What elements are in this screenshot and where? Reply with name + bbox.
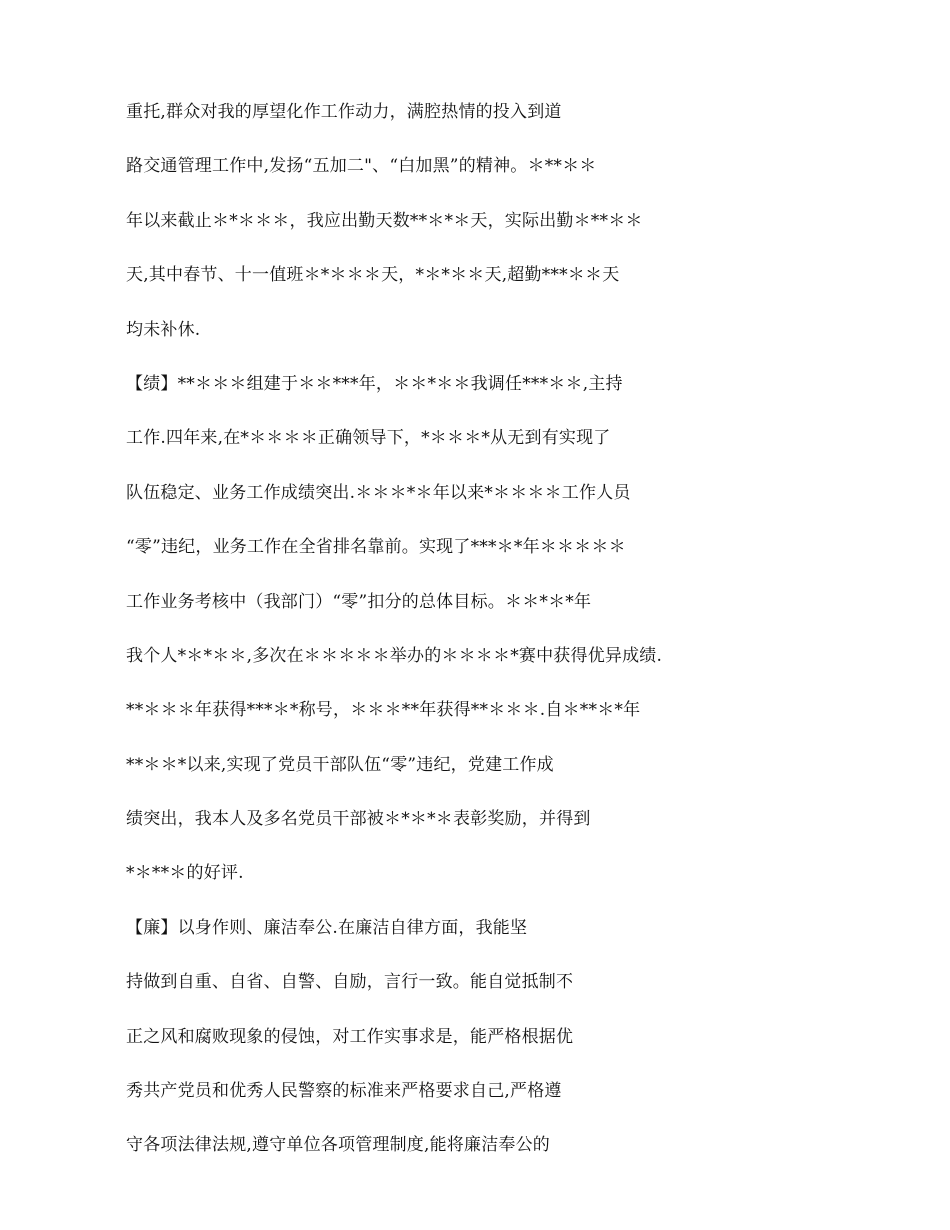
text-line: *＊**＊的好评. — [126, 863, 244, 884]
text-line: 守各项法律法规,遵守单位各项管理制度,能将廉洁奉公的 — [126, 1135, 551, 1156]
body-text — [126, 99, 826, 1187]
text-line: 均未补休. — [126, 319, 201, 340]
text-line: 【廉】以身作则、廉洁奉公.在廉洁自律方面，我能坚 — [126, 917, 528, 938]
text-line: 【绩】**＊＊＊组建于＊＊***年，＊＊*＊＊我调任***＊＊,主持 — [126, 373, 623, 394]
text-line: 路交通管理工作中,发扬“五加二"、“白加黑”的精神。＊**＊＊ — [126, 156, 597, 177]
text-line: 正之风和腐败现象的侵蚀，对工作实事求是，能严格根据优 — [126, 1026, 574, 1047]
text-line: “零”违纪，业务工作在全省排名靠前。实现了***＊*年＊＊＊＊＊ — [126, 537, 626, 558]
text-line: 我个人*＊*＊＊,多次在＊＊＊＊＊举办的＊＊＊＊*赛中获得优异成绩. — [126, 645, 663, 666]
text-line: 天,其中春节、十一值班＊*＊＊＊天，*＊*＊＊天,超勤***＊＊天 — [126, 265, 620, 286]
text-line: 绩突出，我本人及多名党员干部被＊*＊*＊表彰奖励，并得到 — [126, 809, 591, 830]
text-line: 持做到自重、自省、自警、自励，言行一致。能自觉抵制不 — [126, 972, 574, 993]
text-line: **＊＊*以来,实现了党员干部队伍“零”违纪，党建工作成 — [126, 754, 554, 775]
text-line: 工作业务考核中（我部门）“零”扣分的总体目标。＊＊*＊*年 — [126, 591, 592, 612]
text-line: 年以来截止＊*＊＊＊，我应出勤天数**＊*＊天，实际出勤＊**＊＊ — [126, 210, 643, 231]
text-line: 工作.四年来,在*＊＊＊＊正确领导下，*＊＊＊*从无到有实现了 — [126, 428, 611, 449]
text-line: 队伍稳定、业务工作成绩突出.＊＊＊*＊年以来*＊＊＊＊工作人员 — [126, 482, 631, 503]
text-line: 重托,群众对我的厚望化作工作动力，满腔热情的投入到道 — [126, 102, 562, 122]
text-line: 秀共产党员和优秀人民警察的标准来严格要求自己,严格遵 — [126, 1081, 562, 1102]
text-line: **＊＊＊年获得***＊*称号，＊＊＊**年获得**＊＊＊.自＊**＊*年 — [126, 700, 641, 721]
